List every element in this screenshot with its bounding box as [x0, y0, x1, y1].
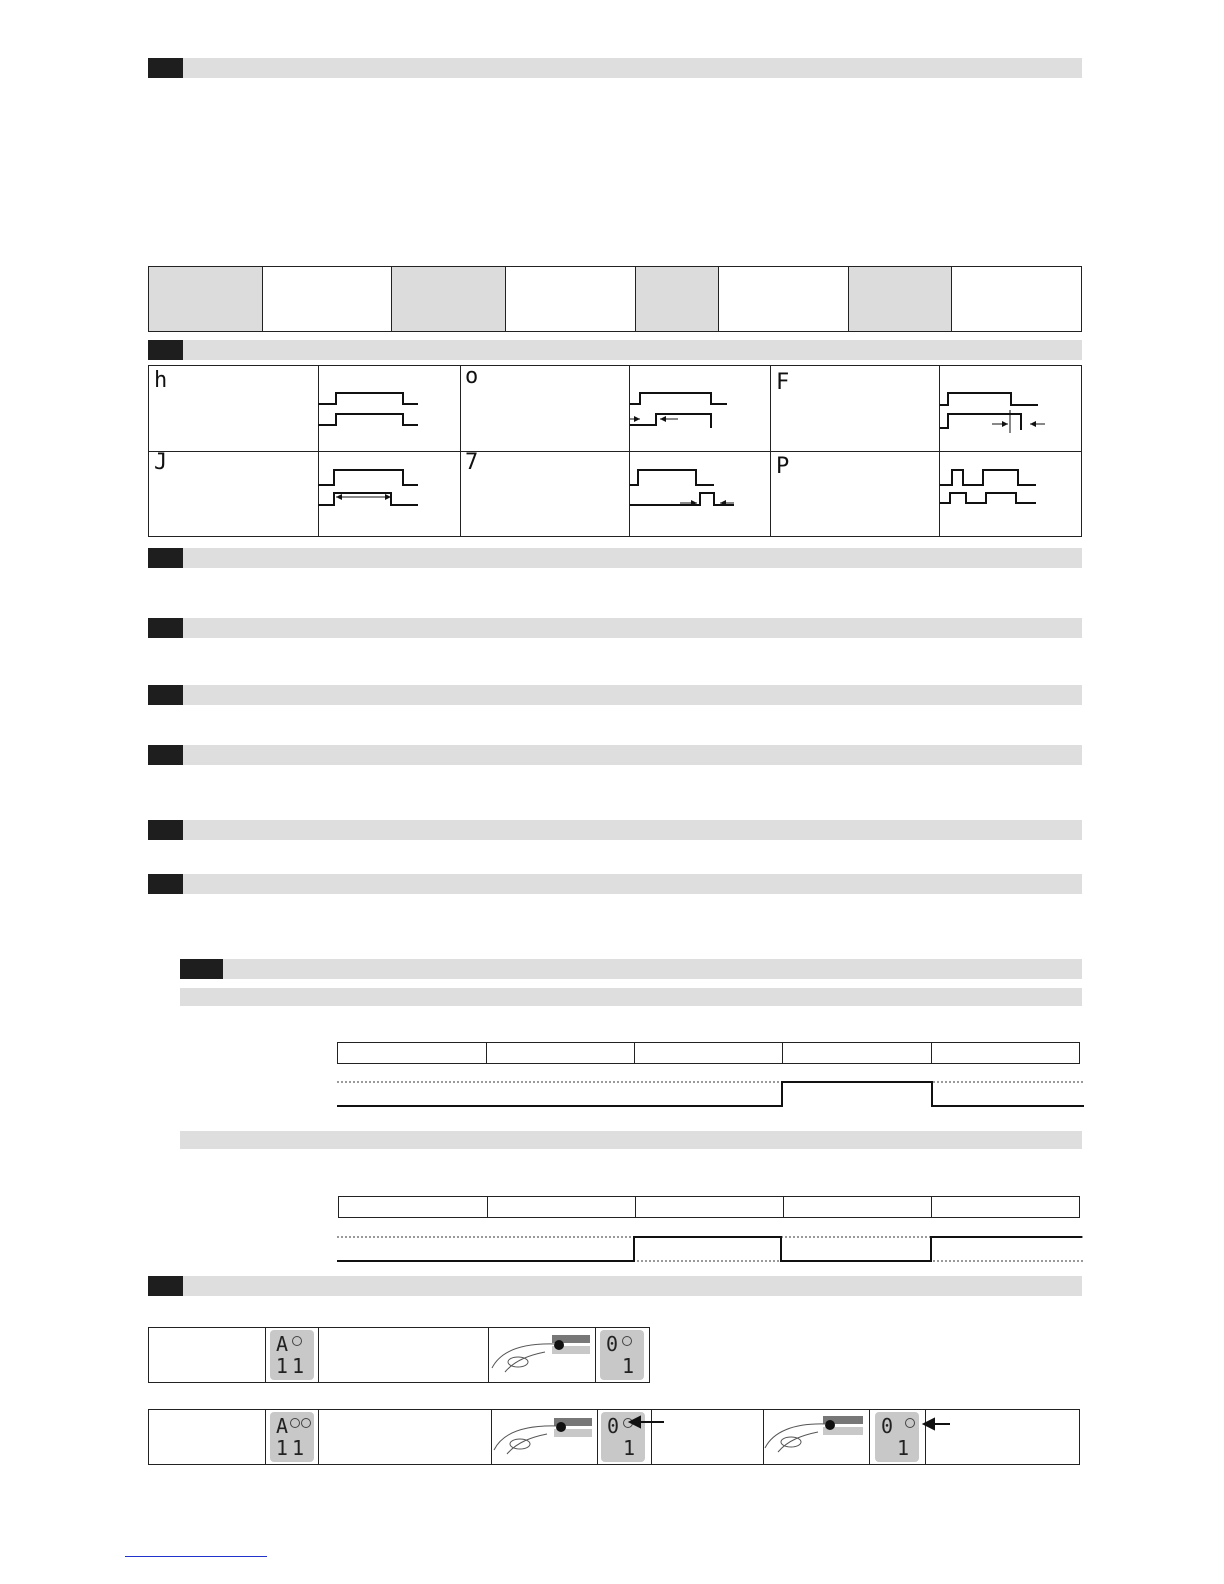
lcd-sub-value: 1 — [621, 1354, 638, 1378]
lcd-main-char: A — [276, 1332, 289, 1356]
lcd-sub-value: 1 — [896, 1436, 913, 1460]
mode-glyph-f: F — [776, 370, 790, 395]
lcd-sub-value: 11 — [275, 1436, 308, 1460]
lcd-main-char: 0 — [606, 1332, 619, 1356]
lcd-main-char: 0 — [881, 1414, 894, 1438]
mode-glyph-h: h — [154, 368, 168, 393]
lcd-main-char: A — [276, 1414, 289, 1438]
mode-glyph-7: 7 — [465, 450, 479, 475]
finger-press-icon — [765, 1416, 863, 1452]
arrow-left-icon — [630, 1417, 664, 1427]
finger-press-icon — [492, 1335, 590, 1372]
arrow-left-icon — [924, 1419, 950, 1429]
mode-glyph-p: P — [776, 454, 790, 479]
footer-link-underline[interactable] — [125, 1556, 267, 1557]
lcd-main-char: 0 — [607, 1414, 620, 1438]
mode-glyph-o: o — [465, 364, 479, 389]
finger-press-icon — [494, 1418, 592, 1454]
lcd-sub-value: 11 — [275, 1354, 308, 1378]
lcd-sub-value: 1 — [622, 1436, 639, 1460]
mode-glyph-j: J — [154, 450, 168, 475]
